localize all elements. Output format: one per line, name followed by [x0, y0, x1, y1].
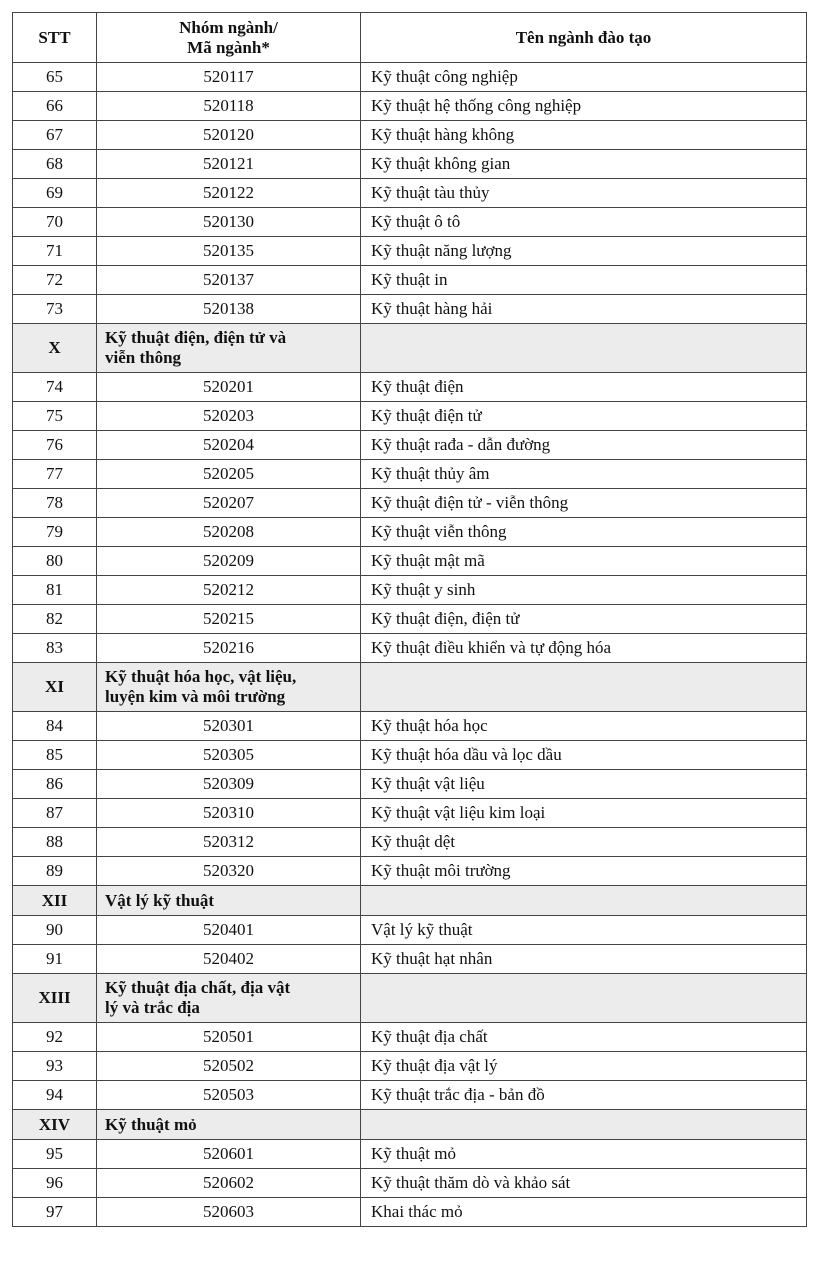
- row-number: 95: [13, 1140, 97, 1169]
- table-row: [13, 1023, 807, 1052]
- group-empty-cell: [361, 1110, 807, 1140]
- group-row: [13, 974, 807, 1023]
- major-code: 520138: [97, 295, 361, 324]
- major-name: Khai thác mỏ: [361, 1198, 807, 1227]
- table-row: [13, 576, 807, 605]
- major-code: 520212: [97, 576, 361, 605]
- major-code: 520310: [97, 799, 361, 828]
- group-title-line2: viễn thông: [105, 348, 182, 367]
- row-number: 90: [13, 916, 97, 945]
- major-name: Kỹ thuật công nghiệp: [361, 63, 807, 92]
- row-number: 83: [13, 634, 97, 663]
- row-number: 88: [13, 828, 97, 857]
- group-number: X: [13, 324, 97, 373]
- table-header: [13, 13, 807, 63]
- majors-table: [12, 12, 807, 1227]
- group-number: XIII: [13, 974, 97, 1023]
- group-title-line1: Kỹ thuật địa chất, địa vật: [105, 978, 291, 997]
- major-code: 520204: [97, 431, 361, 460]
- header-code-line2: Mã ngành*: [187, 37, 270, 57]
- major-name: Kỹ thuật tàu thủy: [361, 179, 807, 208]
- major-name: Kỹ thuật viễn thông: [361, 518, 807, 547]
- row-number: 85: [13, 741, 97, 770]
- table-row: [13, 945, 807, 974]
- header-stt: STT: [13, 13, 97, 63]
- group-title-line2: luyện kim và môi trường: [105, 687, 286, 706]
- row-number: 74: [13, 373, 97, 402]
- major-name: Kỹ thuật y sinh: [361, 576, 807, 605]
- major-code: 520205: [97, 460, 361, 489]
- major-code: 520135: [97, 237, 361, 266]
- group-title: [97, 663, 361, 712]
- group-row: [13, 663, 807, 712]
- table-row: [13, 179, 807, 208]
- table-row: [13, 741, 807, 770]
- major-code: 520301: [97, 712, 361, 741]
- major-name: Kỹ thuật thủy âm: [361, 460, 807, 489]
- table-body: [13, 63, 807, 1227]
- table-row: [13, 1140, 807, 1169]
- table-row: [13, 431, 807, 460]
- group-number: XII: [13, 886, 97, 916]
- major-code: 520216: [97, 634, 361, 663]
- major-code: 520121: [97, 150, 361, 179]
- major-name: Kỹ thuật điện tử - viễn thông: [361, 489, 807, 518]
- row-number: 75: [13, 402, 97, 431]
- major-name: Kỹ thuật dệt: [361, 828, 807, 857]
- major-code: 520305: [97, 741, 361, 770]
- table-row: [13, 266, 807, 295]
- major-code: 520503: [97, 1081, 361, 1110]
- major-name: Kỹ thuật hạt nhân: [361, 945, 807, 974]
- row-number: 67: [13, 121, 97, 150]
- group-empty-cell: [361, 324, 807, 373]
- major-name: Kỹ thuật hàng hải: [361, 295, 807, 324]
- major-code: 520130: [97, 208, 361, 237]
- major-name: Kỹ thuật trắc địa - bản đồ: [361, 1081, 807, 1110]
- major-name: Kỹ thuật điện, điện tử: [361, 605, 807, 634]
- group-title-line1: Vật lý kỹ thuật: [105, 890, 215, 910]
- major-name: Kỹ thuật mật mã: [361, 547, 807, 576]
- major-name: Kỹ thuật điện tử: [361, 402, 807, 431]
- major-name: Kỹ thuật không gian: [361, 150, 807, 179]
- table-row: [13, 1169, 807, 1198]
- row-number: 68: [13, 150, 97, 179]
- row-number: 91: [13, 945, 97, 974]
- major-code: 520402: [97, 945, 361, 974]
- row-number: 81: [13, 576, 97, 605]
- major-name: Kỹ thuật hóa học: [361, 712, 807, 741]
- row-number: 72: [13, 266, 97, 295]
- major-name: Kỹ thuật môi trường: [361, 857, 807, 886]
- major-code: 520502: [97, 1052, 361, 1081]
- major-name: Vật lý kỹ thuật: [361, 916, 807, 945]
- group-title: [97, 886, 361, 916]
- major-name: Kỹ thuật hàng không: [361, 121, 807, 150]
- major-code: 520137: [97, 266, 361, 295]
- major-code: 520208: [97, 518, 361, 547]
- group-title-line1: Kỹ thuật mỏ: [105, 1114, 197, 1134]
- major-code: 520120: [97, 121, 361, 150]
- major-code: 520401: [97, 916, 361, 945]
- row-number: 79: [13, 518, 97, 547]
- major-code: 520215: [97, 605, 361, 634]
- major-name: Kỹ thuật ô tô: [361, 208, 807, 237]
- row-number: 86: [13, 770, 97, 799]
- row-number: 92: [13, 1023, 97, 1052]
- major-code: 520601: [97, 1140, 361, 1169]
- major-code: 520603: [97, 1198, 361, 1227]
- row-number: 82: [13, 605, 97, 634]
- group-title: [97, 1110, 361, 1140]
- group-number: XIV: [13, 1110, 97, 1140]
- row-number: 93: [13, 1052, 97, 1081]
- table-row: [13, 460, 807, 489]
- group-title-line1: Kỹ thuật hóa học, vật liệu,: [105, 667, 297, 686]
- row-number: 77: [13, 460, 97, 489]
- row-number: 69: [13, 179, 97, 208]
- group-title-line1: Kỹ thuật điện, điện tử và: [105, 328, 287, 347]
- major-code: 520122: [97, 179, 361, 208]
- row-number: 89: [13, 857, 97, 886]
- row-number: 71: [13, 237, 97, 266]
- table-row: [13, 518, 807, 547]
- table-row: [13, 634, 807, 663]
- major-code: 520117: [97, 63, 361, 92]
- row-number: 84: [13, 712, 97, 741]
- row-number: 65: [13, 63, 97, 92]
- major-code: 520320: [97, 857, 361, 886]
- table-row: [13, 402, 807, 431]
- group-empty-cell: [361, 886, 807, 916]
- major-code: 520203: [97, 402, 361, 431]
- header-name: Tên ngành đào tạo: [361, 13, 807, 63]
- table-row: [13, 63, 807, 92]
- group-empty-cell: [361, 974, 807, 1023]
- row-number: 76: [13, 431, 97, 460]
- table-row: [13, 547, 807, 576]
- major-name: Kỹ thuật địa chất: [361, 1023, 807, 1052]
- major-name: Kỹ thuật hóa dầu và lọc dầu: [361, 741, 807, 770]
- group-title: [97, 324, 361, 373]
- row-number: 66: [13, 92, 97, 121]
- table-row: [13, 799, 807, 828]
- row-number: 70: [13, 208, 97, 237]
- table-row: [13, 208, 807, 237]
- table-row: [13, 828, 807, 857]
- table-row: [13, 770, 807, 799]
- major-name: Kỹ thuật vật liệu: [361, 770, 807, 799]
- row-number: 87: [13, 799, 97, 828]
- row-number: 80: [13, 547, 97, 576]
- table-row: [13, 92, 807, 121]
- group-empty-cell: [361, 663, 807, 712]
- group-row: [13, 324, 807, 373]
- table-row: [13, 121, 807, 150]
- table-row: [13, 1198, 807, 1227]
- major-name: Kỹ thuật hệ thống công nghiệp: [361, 92, 807, 121]
- major-name: Kỹ thuật điện: [361, 373, 807, 402]
- table-row: [13, 857, 807, 886]
- table-row: [13, 150, 807, 179]
- major-code: 520207: [97, 489, 361, 518]
- table-row: [13, 1052, 807, 1081]
- table-row: [13, 916, 807, 945]
- major-name: Kỹ thuật rađa - dẫn đường: [361, 431, 807, 460]
- major-code: 520201: [97, 373, 361, 402]
- table-row: [13, 1081, 807, 1110]
- header-code: [97, 13, 361, 63]
- table-row: [13, 605, 807, 634]
- group-title-line2: lý và trắc địa: [105, 998, 200, 1017]
- group-row: [13, 886, 807, 916]
- major-code: 520209: [97, 547, 361, 576]
- document-page: [12, 12, 806, 1227]
- major-name: Kỹ thuật điều khiển và tự động hóa: [361, 634, 807, 663]
- major-name: Kỹ thuật địa vật lý: [361, 1052, 807, 1081]
- table-row: [13, 489, 807, 518]
- row-number: 78: [13, 489, 97, 518]
- major-code: 520118: [97, 92, 361, 121]
- row-number: 97: [13, 1198, 97, 1227]
- group-number: XI: [13, 663, 97, 712]
- major-code: 520501: [97, 1023, 361, 1052]
- header-code-line1: Nhóm ngành/: [179, 17, 278, 37]
- table-row: [13, 712, 807, 741]
- row-number: 73: [13, 295, 97, 324]
- table-row: [13, 237, 807, 266]
- major-name: Kỹ thuật mỏ: [361, 1140, 807, 1169]
- major-code: 520312: [97, 828, 361, 857]
- table-row: [13, 295, 807, 324]
- major-code: 520602: [97, 1169, 361, 1198]
- row-number: 94: [13, 1081, 97, 1110]
- table-row: [13, 373, 807, 402]
- group-title: [97, 974, 361, 1023]
- group-row: [13, 1110, 807, 1140]
- major-code: 520309: [97, 770, 361, 799]
- major-name: Kỹ thuật thăm dò và khảo sát: [361, 1169, 807, 1198]
- row-number: 96: [13, 1169, 97, 1198]
- major-name: Kỹ thuật năng lượng: [361, 237, 807, 266]
- major-name: Kỹ thuật in: [361, 266, 807, 295]
- major-name: Kỹ thuật vật liệu kim loại: [361, 799, 807, 828]
